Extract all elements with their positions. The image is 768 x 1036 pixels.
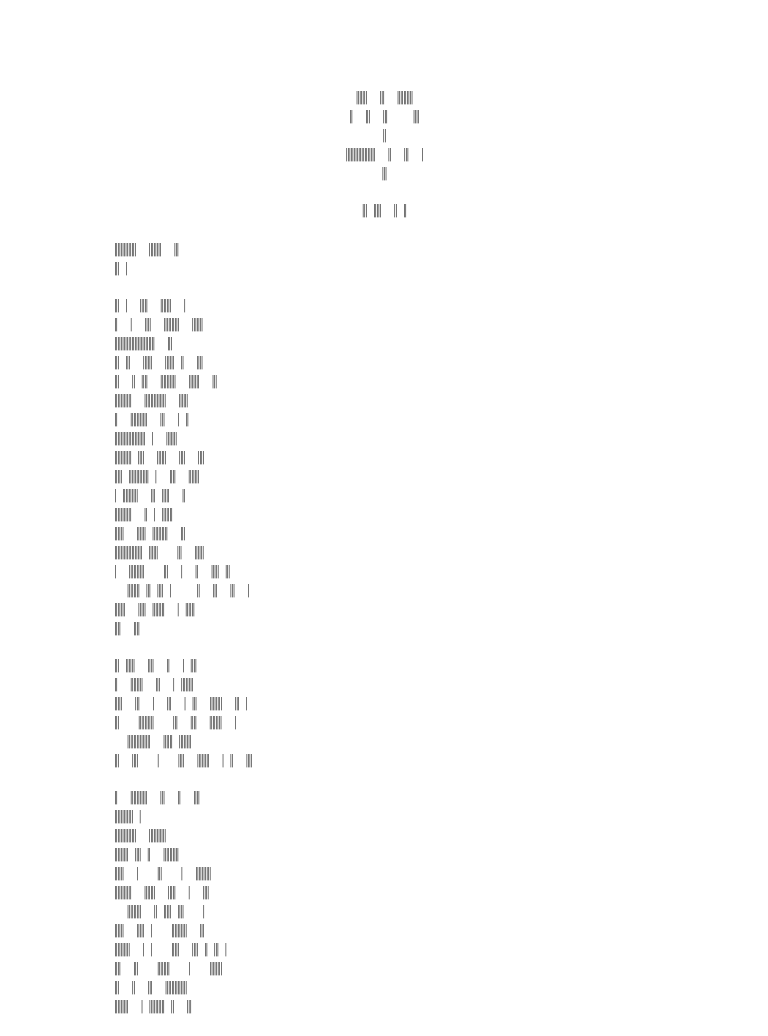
- paragraph-4: [115, 790, 655, 1018]
- text-line: 𝄀𝄀𝄀 𝄀𝄀𝄀 𝄀𝄀𝄀𝄀𝄀𝄀 𝄀𝄀𝄀𝄀𝄀𝄀 𝄀𝄀 𝄀𝄀𝄀𝄀: [115, 354, 204, 374]
- text-line: 𝄀𝄀𝄀𝄀𝄀𝄀𝄀𝄀𝄀𝄀 𝄀 𝄀 𝄀𝄀𝄀𝄀𝄀 𝄀𝄀𝄀𝄀 𝄀𝄀 𝄀𝄀𝄀 𝄀: [115, 941, 228, 961]
- text-line: 𝄀𝄀𝄀𝄀𝄀𝄀𝄀𝄀𝄀𝄀𝄀 𝄀𝄀𝄀𝄀𝄀𝄀𝄀 𝄀𝄀𝄀𝄀𝄀 𝄀 𝄀𝄀𝄀𝄀: [115, 884, 210, 904]
- text-line: 𝄀𝄀𝄀𝄀𝄀𝄀𝄀𝄀𝄀 𝄀 𝄀𝄀𝄀𝄀𝄀𝄀𝄀𝄀𝄀𝄀 𝄀𝄀 𝄀𝄀𝄀: [115, 998, 193, 1018]
- text-line: 𝄀𝄀𝄀𝄀𝄀𝄀𝄀𝄀𝄀𝄀𝄀𝄀𝄀𝄀𝄀𝄀𝄀𝄀𝄀𝄀 𝄀 𝄀𝄀𝄀𝄀𝄀𝄀𝄀: [115, 430, 178, 450]
- text-line: 𝄀𝄀𝄀𝄀 𝄀𝄀𝄀𝄀: [115, 620, 141, 640]
- text-line: 𝄀𝄀𝄀𝄀𝄀 𝄀𝄀𝄀𝄀𝄀𝄀𝄀𝄀𝄀𝄀𝄀𝄀𝄀 𝄀 𝄀𝄀𝄀𝄀 𝄀𝄀𝄀𝄀𝄀𝄀𝄀: [115, 468, 200, 488]
- text-line: 𝄀𝄀𝄀𝄀𝄀𝄀𝄀𝄀𝄀𝄀𝄀𝄀𝄀𝄀𝄀 𝄀𝄀𝄀𝄀𝄀𝄀 𝄀𝄀𝄀𝄀𝄀𝄀𝄀𝄀: [115, 733, 192, 753]
- title-line: 𝄀𝄀𝄀𝄀𝄀𝄀𝄀 𝄀𝄀𝄀 𝄀𝄀𝄀𝄀𝄀𝄀𝄀𝄀𝄀𝄀: [356, 89, 414, 109]
- text-line: 𝄀𝄀𝄀𝄀𝄀𝄀𝄀𝄀𝄀𝄀𝄀𝄀𝄀𝄀 𝄀𝄀𝄀𝄀𝄀𝄀𝄀𝄀 𝄀𝄀𝄀: [115, 241, 180, 261]
- title-line: 𝄀𝄀: [383, 127, 387, 147]
- title-line: 𝄀𝄀𝄀𝄀𝄀𝄀𝄀𝄀𝄀𝄀𝄀𝄀𝄀𝄀𝄀𝄀𝄀𝄀𝄀 𝄀𝄀 𝄀𝄀𝄀 𝄀: [346, 146, 424, 166]
- text-line: 𝄀𝄀𝄀𝄀𝄀𝄀𝄀𝄀𝄀𝄀𝄀 𝄀𝄀𝄀𝄀 𝄀𝄀𝄀𝄀𝄀𝄀 𝄀𝄀𝄀𝄀 𝄀𝄀𝄀𝄀: [115, 449, 205, 469]
- text-line: 𝄀𝄀𝄀𝄀𝄀 𝄀𝄀𝄀 𝄀 𝄀𝄀𝄀 𝄀 𝄀𝄀𝄀 𝄀𝄀𝄀𝄀𝄀𝄀𝄀𝄀 𝄀𝄀𝄀 𝄀: [115, 695, 248, 715]
- text-line: 𝄀𝄀𝄀𝄀𝄀𝄀𝄀𝄀𝄀𝄀𝄀𝄀𝄀𝄀𝄀𝄀𝄀𝄀𝄀𝄀𝄀𝄀𝄀𝄀𝄀𝄀 𝄀𝄀𝄀: [115, 335, 173, 355]
- document-title: [115, 90, 655, 185]
- document-subtitle: 𝄀𝄀𝄀 𝄀𝄀𝄀𝄀𝄀 𝄀𝄀 𝄀𝄀: [362, 202, 408, 222]
- text-line: 𝄀𝄀 𝄀𝄀𝄀𝄀𝄀𝄀𝄀𝄀𝄀𝄀𝄀 𝄀𝄀𝄀 𝄀 𝄀𝄀: [115, 411, 190, 431]
- text-line: 𝄀𝄀𝄀𝄀𝄀𝄀 𝄀 𝄀𝄀𝄀 𝄀 𝄀𝄀𝄀𝄀𝄀𝄀𝄀𝄀𝄀𝄀: [115, 865, 212, 885]
- title-line: 𝄀𝄀 𝄀𝄀𝄀 𝄀𝄀𝄀 𝄀𝄀𝄀𝄀: [350, 108, 420, 128]
- text-line: 𝄀𝄀𝄀𝄀𝄀𝄀𝄀𝄀𝄀𝄀𝄀𝄀𝄀𝄀𝄀𝄀𝄀𝄀 𝄀𝄀𝄀𝄀𝄀𝄀 𝄀𝄀𝄀 𝄀𝄀𝄀𝄀𝄀𝄀: [115, 544, 205, 564]
- text-line: 𝄀𝄀𝄀𝄀𝄀𝄀𝄀𝄀𝄀𝄀𝄀𝄀𝄀𝄀 𝄀𝄀𝄀𝄀𝄀𝄀𝄀𝄀𝄀𝄀𝄀: [115, 827, 167, 847]
- text-line: 𝄀 𝄀𝄀𝄀𝄀𝄀𝄀𝄀𝄀𝄀𝄀 𝄀𝄀𝄀 𝄀𝄀𝄀𝄀𝄀 𝄀𝄀: [115, 487, 186, 507]
- text-line: 𝄀𝄀𝄀𝄀𝄀𝄀𝄀𝄀𝄀𝄀𝄀 𝄀𝄀𝄀𝄀𝄀𝄀𝄀𝄀𝄀𝄀𝄀𝄀𝄀𝄀 𝄀𝄀𝄀𝄀𝄀𝄀: [115, 392, 189, 412]
- text-line: 𝄀𝄀𝄀 𝄀: [115, 260, 128, 280]
- text-line: 𝄀𝄀𝄀 𝄀 𝄀𝄀𝄀𝄀𝄀 𝄀𝄀𝄀𝄀𝄀𝄀𝄀 𝄀: [115, 297, 187, 317]
- paragraph-3: [115, 658, 655, 772]
- text-line: 𝄀𝄀 𝄀𝄀𝄀𝄀𝄀𝄀𝄀𝄀𝄀𝄀𝄀 𝄀𝄀𝄀 𝄀𝄀 𝄀𝄀𝄀𝄀: [115, 789, 201, 809]
- title-line: 𝄀𝄀𝄀: [382, 165, 388, 185]
- text-line: 𝄀𝄀𝄀𝄀𝄀𝄀 𝄀𝄀𝄀𝄀𝄀𝄀 𝄀𝄀𝄀𝄀𝄀𝄀𝄀𝄀𝄀𝄀 𝄀𝄀𝄀: [115, 525, 186, 545]
- text-line: 𝄀𝄀𝄀𝄀 𝄀𝄀𝄀 𝄀𝄀𝄀𝄀𝄀𝄀𝄀𝄀 𝄀 𝄀𝄀𝄀𝄀𝄀𝄀𝄀𝄀: [115, 960, 223, 980]
- text-line: 𝄀𝄀 𝄀 𝄀𝄀𝄀𝄀 𝄀𝄀𝄀𝄀𝄀𝄀𝄀𝄀𝄀𝄀 𝄀𝄀𝄀𝄀𝄀𝄀𝄀: [115, 316, 204, 336]
- text-line: 𝄀𝄀𝄀𝄀𝄀𝄀𝄀𝄀𝄀 𝄀𝄀 𝄀𝄀𝄀𝄀𝄀 𝄀𝄀𝄀𝄀 𝄀: [115, 903, 206, 923]
- text-line: 𝄀𝄀𝄀𝄀𝄀𝄀𝄀𝄀 𝄀𝄀𝄀 𝄀𝄀𝄀𝄀 𝄀 𝄀𝄀 𝄀𝄀𝄀 𝄀𝄀𝄀 𝄀: [115, 582, 250, 602]
- text-line: 𝄀𝄀𝄀𝄀𝄀𝄀𝄀𝄀𝄀 𝄀𝄀𝄀𝄀 𝄀𝄀 𝄀𝄀𝄀𝄀𝄀𝄀𝄀𝄀𝄀𝄀: [115, 846, 180, 866]
- text-line: 𝄀𝄀𝄀 𝄀𝄀𝄀𝄀𝄀𝄀𝄀𝄀𝄀𝄀 𝄀𝄀𝄀 𝄀𝄀𝄀𝄀 𝄀𝄀𝄀𝄀𝄀𝄀𝄀𝄀 𝄀: [115, 714, 237, 734]
- text-line: 𝄀𝄀𝄀 𝄀𝄀𝄀𝄀𝄀𝄀 𝄀𝄀𝄀𝄀 𝄀𝄀 𝄀 𝄀𝄀𝄀𝄀: [115, 657, 198, 677]
- text-line: 𝄀𝄀𝄀𝄀𝄀𝄀 𝄀𝄀𝄀𝄀𝄀 𝄀 𝄀𝄀𝄀𝄀𝄀𝄀𝄀𝄀𝄀𝄀 𝄀𝄀𝄀: [115, 922, 205, 942]
- paragraph-2: [115, 298, 655, 640]
- text-line: 𝄀𝄀𝄀𝄀𝄀𝄀𝄀 𝄀𝄀𝄀𝄀𝄀 𝄀𝄀𝄀𝄀𝄀𝄀𝄀𝄀 𝄀 𝄀𝄀𝄀𝄀𝄀𝄀: [115, 601, 196, 621]
- text-line: 𝄀𝄀𝄀 𝄀𝄀𝄀𝄀 𝄀 𝄀𝄀𝄀𝄀 𝄀𝄀𝄀𝄀𝄀𝄀𝄀𝄀 𝄀 𝄀𝄀 𝄀𝄀𝄀𝄀: [115, 752, 253, 772]
- paragraph-1: [115, 242, 655, 280]
- text-line: 𝄀𝄀𝄀𝄀𝄀𝄀𝄀𝄀𝄀𝄀𝄀 𝄀𝄀 𝄀 𝄀𝄀𝄀𝄀𝄀𝄀𝄀: [115, 506, 174, 526]
- text-line: 𝄀𝄀𝄀 𝄀𝄀 𝄀𝄀𝄀 𝄀𝄀𝄀𝄀𝄀𝄀𝄀𝄀𝄀𝄀𝄀𝄀𝄀𝄀: [115, 979, 188, 999]
- text-line: 𝄀𝄀 𝄀𝄀𝄀𝄀𝄀𝄀𝄀𝄀 𝄀𝄀𝄀 𝄀 𝄀𝄀𝄀𝄀𝄀𝄀𝄀𝄀: [115, 676, 194, 696]
- text-line: 𝄀 𝄀𝄀𝄀𝄀𝄀𝄀𝄀𝄀𝄀𝄀 𝄀𝄀𝄀 𝄀 𝄀𝄀 𝄀𝄀𝄀𝄀𝄀 𝄀𝄀𝄀: [115, 563, 231, 583]
- text-line: 𝄀𝄀𝄀 𝄀𝄀 𝄀𝄀𝄀𝄀 𝄀𝄀𝄀𝄀𝄀𝄀𝄀𝄀𝄀𝄀 𝄀𝄀𝄀𝄀𝄀𝄀𝄀 𝄀𝄀𝄀: [115, 373, 218, 393]
- text-line: 𝄀𝄀𝄀𝄀𝄀𝄀𝄀𝄀𝄀𝄀𝄀𝄀 𝄀: [115, 808, 142, 828]
- document-page: [115, 90, 655, 1036]
